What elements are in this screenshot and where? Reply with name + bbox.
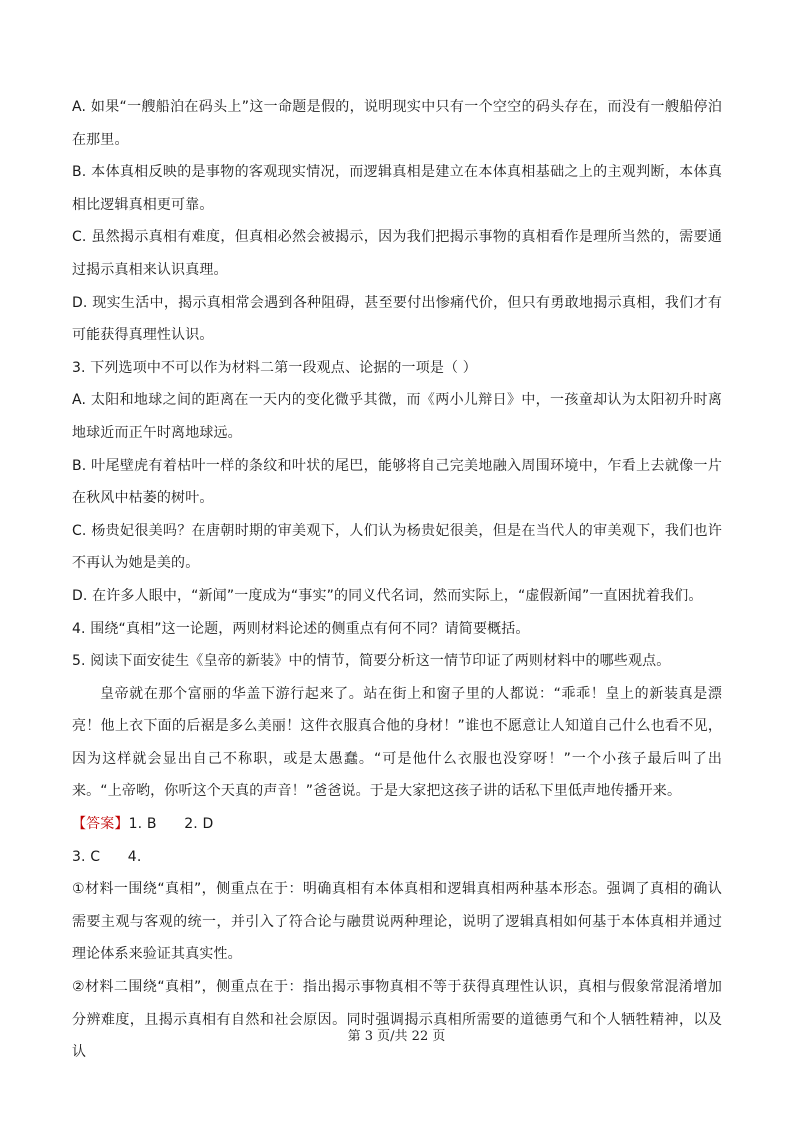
- answer-values-1: 1. B 2. D: [128, 816, 214, 833]
- answer-line-2: 3. C 4.: [72, 848, 142, 865]
- q3-option-b: B. 叶尾壁虎有着枯叶一样的条纹和叶状的尾巴，能够将自己完美地融入周围环境中，乍看上去就像一片在秋风中枯萎的树叶。: [72, 457, 722, 507]
- q2-option-a: A. 如果“一艘船泊在码头上”这一命题是假的，说明现实中只有一个空空的码头存在，而没有一艘船停泊在那里。: [72, 99, 722, 148]
- q5-stem: 5. 阅读下面安徒生《皇帝的新装》中的情节，简要分析这一情节印证了两则材料中的哪些观点。: [72, 653, 671, 670]
- document-body: [72, 91, 722, 1069]
- passage-excerpt: 皇帝就在那个富丽的华盖下游行起来了。站在街上和窗子里的人都说：“乖乖！皇上的新装真是漂亮！他上衣下面的后裾是多么美丽！这件衣服真合他的身材！”谁也不愿意让人知道自己什么也看不见，因为这样就会显出自己不称职，或是太愚蠢。“可是他什么衣服也没穿呀！”一个小孩子最后叫了出来。“上帝哟，你听这个天真的声音！”爸爸说。于是大家把这孩子讲的话私下里低声地传播开来。: [72, 685, 722, 800]
- answer-point-1: ①材料一围绕“真相”，侧重点在于：明确真相有本体真相和逻辑真相两种基本形态。强调了真相的确认需要主观与客观的统一，并引入了符合论与融贯说两种理论，说明了逻辑真相如何基于本体真相并通过理论体系来验证其真实性。: [72, 881, 722, 963]
- q2-option-d: D. 现实生活中，揭示真相常会遇到各种阻碍，甚至要付出惨痛代价，但只有勇敢地揭示真相，我们才有可能获得真理性认识。: [72, 294, 722, 344]
- answer-tag: 【答案】: [72, 816, 129, 833]
- q2-option-c: C. 虽然揭示真相有难度，但真相必然会被揭示，因为我们把揭示事物的真相看作是理所当然的，需要通过揭示真相来认识真理。: [72, 229, 722, 278]
- q4-stem: 4. 围绕“真相”这一论题，两则材料论述的侧重点有何不同？请简要概括。: [72, 620, 530, 637]
- answer-point-2: ②材料二围绕“真相”，侧重点在于：指出揭示事物真相不等于获得真理性认识，真相与假象常混淆增加分辨难度，且揭示真相有自然和社会原因。同时强调揭示真相所需要的道德勇气和个人牺牲精神，以及认: [72, 979, 722, 1061]
- q2-option-b: B. 本体真相反映的是事物的客观现实情况，而逻辑真相是建立在本体真相基础之上的主观判断，本体真相比逻辑真相更可靠。: [72, 164, 722, 213]
- page-footer: 第 3 页/共 22 页: [347, 1029, 446, 1044]
- q3-stem: 3. 下列选项中不可以作为材料二第一段观点、论据的一项是（ ）: [72, 359, 477, 376]
- q3-option-c: C. 杨贵妃很美吗？在唐朝时期的审美观下，人们认为杨贵妃很美，但是在当代人的审美观下，我们也许不再认为她是美的。: [72, 522, 722, 572]
- q3-option-a: A. 太阳和地球之间的距离在一天内的变化微乎其微，而《两小儿辩日》中，一孩童却认为太阳初升时离地球近而正午时离地球远。: [72, 392, 722, 441]
- q3-option-d: D. 在许多人眼中，“新闻”一度成为“事实”的同义代名词，然而实际上，“虚假新闻”一直困扰着我们。: [72, 587, 703, 604]
- answer-line-1: [72, 808, 722, 841]
